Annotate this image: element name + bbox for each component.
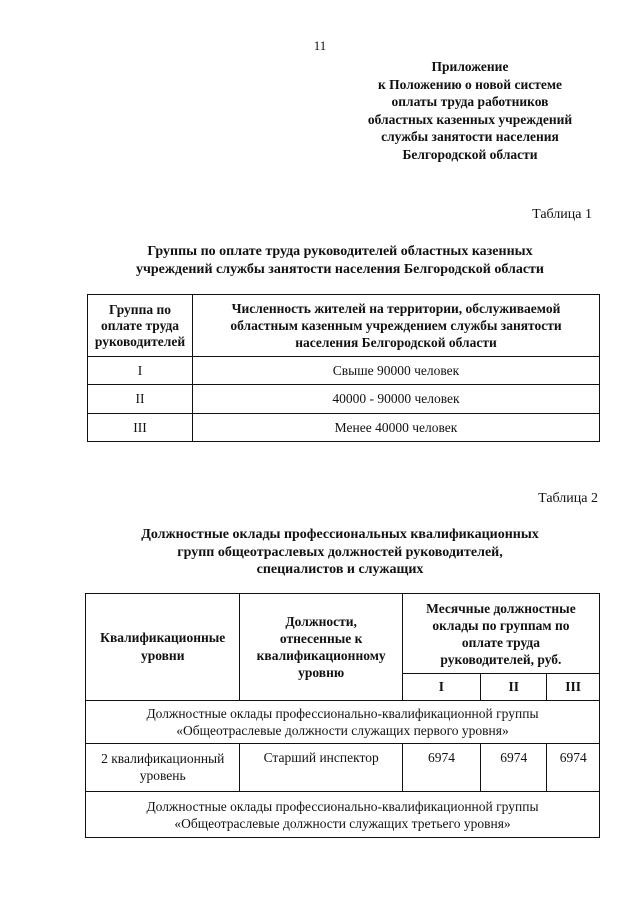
table2-section-heading: Должностные оклады профессионально-квалификационной группы «Общеотраслевые должности служащих первого уровня» (86, 701, 600, 744)
table2-title (60, 526, 620, 579)
table1-population-cell: 40000 - 90000 человек (193, 385, 600, 414)
table1-header-population: Численность жителей на территории, обслуживаемой областным казенным учреждением службы занятости населения Белгородской области (193, 295, 600, 357)
table2-salary-cell: 6974 (481, 744, 547, 792)
appendix-line: службы занятости населения (381, 129, 559, 144)
table1-group-cell: I (88, 357, 193, 385)
table1-population-cell: Свыше 90000 человек (193, 357, 600, 385)
page-number: 11 (313, 38, 327, 53)
table2-salary-cell: 6974 (402, 744, 480, 792)
table2-group-header: II (481, 674, 547, 701)
appendix-line: Белгородской области (402, 146, 538, 162)
appendix-line: к Положению о новой системе (377, 76, 563, 92)
table1-title-line: учреждений службы занятости населения Белгородской области (135, 261, 544, 277)
table2-header-salaries: Месячные должностные оклады по группам по оплате труда руководителей, руб. (402, 594, 599, 674)
appendix-line: Приложение (431, 59, 509, 74)
table-row (88, 357, 600, 385)
table2-section-row (86, 701, 600, 744)
appendix-line: областных казенных учреждений (367, 111, 573, 127)
table1-header-group: Группа по оплате труда руководителей (88, 295, 193, 357)
table1-header-row (88, 295, 600, 357)
table-row (88, 385, 600, 414)
table2 (85, 593, 600, 838)
table2-caption: Таблица 2 (538, 491, 598, 506)
table-row (86, 744, 600, 792)
appendix-heading (340, 58, 600, 163)
table2-level-cell: 2 квалификационный уровень (86, 744, 240, 792)
table2-title-line: специалистов и служащих (256, 562, 424, 577)
table2-title-line: Должностные оклады профессиональных квалификационных (141, 527, 539, 542)
table2-title-line: групп общеотраслевых должностей руководителей, (177, 544, 503, 560)
table2-group-header: I (402, 674, 480, 701)
table2-section-row (86, 792, 600, 838)
table1-group-cell: III (88, 414, 193, 442)
table2-position-cell: Старший инспектор (240, 744, 402, 792)
table1-title (60, 243, 620, 278)
table1 (87, 294, 600, 442)
table2-header-positions: Должности, отнесенные к квалификационному уровню (240, 594, 402, 701)
table1-title-line: Группы по оплате труда руководителей областных казенных (147, 244, 533, 259)
table2-group-header: III (547, 674, 600, 701)
table-row (88, 414, 600, 442)
appendix-line: оплаты труда работников (391, 94, 549, 109)
table2-header-row (86, 594, 600, 674)
table2-section-heading: Должностные оклады профессионально-квалификационной группы «Общеотраслевые должности служащих третьего уровня» (86, 792, 600, 838)
table2-header-levels: Квалификационные уровни (86, 594, 240, 701)
table1-group-cell: II (88, 385, 193, 414)
table2-salary-cell: 6974 (547, 744, 600, 792)
table1-caption: Таблица 1 (532, 207, 592, 222)
table1-population-cell: Менее 40000 человек (193, 414, 600, 442)
